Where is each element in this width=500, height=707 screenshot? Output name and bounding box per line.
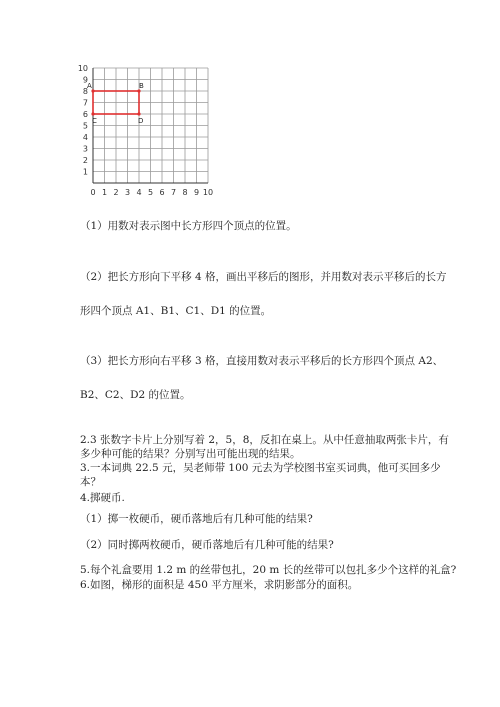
y-tick-label: 10 [77,64,88,73]
question-4-part-1: （1）掷一枚硬币，硬币落地后有几种可能的结果? [80,513,313,525]
question-2-line-2: 多少种可能的结果？分别写出可能出现的结果。 [80,448,301,460]
question-1-part-2-line-1: （2）把长方形向下平移 4 格，画出平移后的图形，并用数对表示平移后的长方 [80,271,447,283]
question-1-part-3-line-2: B2、C2、D2 的位置。 [80,389,191,401]
question-3-line-1: 3.一本词典 22.5 元，吴老师带 100 元去为学校图书室买词典，他可买回多少 [80,462,441,474]
vertex-point-d [137,112,140,115]
question-4-part-2: （2）同时掷两枚硬币，硬币落地后有几种可能的结果? [80,539,334,551]
x-tick-label: 5 [147,188,154,197]
question-1-part-1: （1）用数对表示图中长方形四个顶点的位置。 [80,220,297,232]
y-tick-label: 3 [82,144,88,154]
vertex-label-c: C [92,117,97,125]
y-tick-label: 4 [82,133,88,142]
coordinate-grid [77,50,240,200]
x-tick-label: 0 [90,188,96,197]
x-tick-label: 10 [202,188,214,197]
y-tick-label: 9 [82,75,88,85]
y-tick-label: 7 [82,98,88,108]
x-tick-label: 3 [124,188,131,197]
vertex-point-a [91,89,94,92]
x-tick-label: 6 [159,188,165,197]
question-2-line-1: 2.3 张数字卡片上分别写着 2，5，8，反扣在桌上。从中任意抽取两张卡片，有 [80,434,449,446]
vertex-label-a: A [87,82,92,90]
x-tick-label: 2 [113,188,119,197]
y-tick-label: 6 [82,110,88,119]
x-tick-label: 9 [193,188,200,197]
y-tick-label: 5 [82,121,88,131]
y-tick-label: 8 [82,87,88,96]
x-tick-label: 7 [170,188,177,197]
y-tick-label: 2 [82,156,88,165]
question-5: 5.每个礼盒要用 1.2 m 的丝带包扎，20 m 长的丝带可以包扎多少个这样的礼盒? [80,564,457,576]
question-3-line-2: 本？ [80,476,101,488]
x-tick-label: 8 [182,188,188,197]
question-6: 6.如图，梯形的面积是 450 平方厘米，求阴影部分的面积。 [80,579,359,591]
y-tick-label: 1 [82,167,88,177]
question-1-part-2-line-2: 形四个顶点 A1、B1、C1、D1 的位置。 [80,305,272,317]
vertex-label-b: B [139,82,144,90]
question-1-part-3-line-1: （3）把长方形向右平移 3 格，直接用数对表示平移后的长方形四个顶点 A2、 [80,355,444,367]
question-4-title: 4.掷硬币. [80,492,125,504]
vertex-point-c [91,112,94,115]
x-tick-label: 1 [101,188,108,197]
vertex-label-d: D [138,117,144,125]
x-tick-label: 4 [136,188,142,197]
